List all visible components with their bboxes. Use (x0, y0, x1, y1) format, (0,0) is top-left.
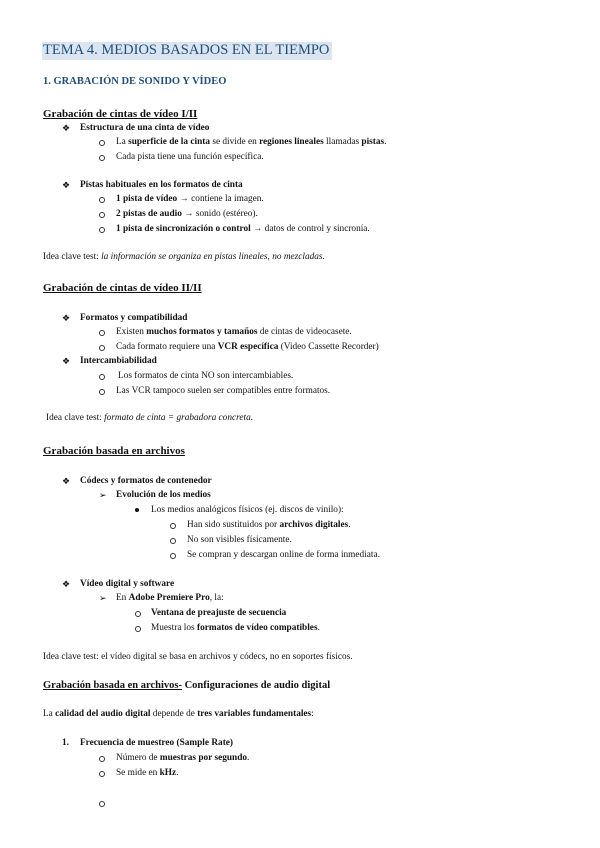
key-idea: Idea clave test: la información se organiza en pistas lineales, no mezcladas. (43, 252, 325, 262)
circle-bullet-icon (99, 330, 105, 336)
subsection-heading: Grabación de cintas de vídeo II/II (43, 282, 202, 294)
section-heading: 1. GRABACIÓN DE SONIDO Y VÍDEO (43, 76, 227, 87)
bullet-text: Estructura de una cinta de vídeo (80, 123, 210, 133)
diamond-bullet-icon: ❖ (62, 313, 71, 323)
circle-bullet-icon (99, 155, 105, 161)
numbered-item: Frecuencia de muestreo (Sample Rate) (80, 738, 234, 748)
list-item: Los formatos de cinta NO son intercambiables. (118, 371, 294, 381)
circle-bullet-icon (99, 771, 105, 777)
list-item: En Adobe Premiere Pro, la: (116, 593, 224, 603)
circle-bullet-icon (99, 801, 105, 807)
circle-bullet-icon (99, 140, 105, 146)
circle-bullet-icon (170, 553, 176, 559)
paragraph: La calidad del audio digital depende de tres variables fundamentales: (43, 709, 314, 719)
circle-bullet-icon (135, 626, 141, 632)
diamond-bullet-icon: ❖ (62, 579, 71, 589)
subsection-heading: Grabación basada en archivos (43, 445, 185, 457)
circle-bullet-icon (170, 538, 176, 544)
list-item: Cada formato requiere una VCR específica (Video Cassette Recorder) (116, 342, 379, 352)
list-item: Cada pista tiene una función específica. (116, 152, 264, 162)
diamond-bullet-icon: ❖ (62, 476, 71, 486)
list-item: Las VCR tampoco suelen ser compatibles entre formatos. (116, 386, 331, 396)
list-item: 1 pista de sincronización o control → datos de control y sincronía. (116, 224, 370, 234)
dot-bullet-icon (135, 508, 139, 512)
list-item: Se compran y descargan online de forma inmediata. (187, 550, 380, 560)
subsection-heading: Grabación de cintas de vídeo I/II (43, 108, 198, 120)
diamond-bullet-icon: ❖ (62, 356, 71, 366)
bullet-text: Pistas habituales en los formatos de cinta (80, 180, 243, 190)
bullet-text: Códecs y formatos de contenedor (80, 476, 212, 486)
list-item: Los medios analógicos físicos (ej. discos de vinilo): (151, 505, 344, 515)
list-item: 1 pista de vídeo → contiene la imagen. (116, 194, 264, 204)
list-item: No son visibles físicamente. (187, 535, 292, 545)
list-item: Existen muchos formatos y tamaños de cintas de videocasete. (116, 327, 352, 337)
bullet-text: Intercambiabilidad (80, 356, 157, 366)
diamond-bullet-icon: ❖ (62, 180, 71, 190)
list-item: 2 pistas de audio → sonido (estéreo). (116, 209, 258, 219)
diamond-bullet-icon: ❖ (62, 123, 71, 133)
bullet-text: Evolución de los medios (116, 490, 211, 500)
circle-bullet-icon (99, 374, 105, 380)
circle-bullet-icon (99, 756, 105, 762)
list-item: Se mide en kHz. (116, 768, 179, 778)
circle-bullet-icon (99, 345, 105, 351)
list-item: Muestra los formatos de vídeo compatibles. (151, 623, 320, 633)
circle-bullet-icon (99, 212, 105, 218)
list-number: 1. (62, 738, 69, 748)
list-item: Número de muestras por segundo. (116, 753, 250, 763)
key-idea: Idea clave test: el vídeo digital se basa en archivos y códecs, no en soportes físicos. (43, 652, 353, 662)
arrowhead-bullet-icon: ➢ (99, 593, 107, 603)
bullet-text: Vídeo digital y software (80, 579, 175, 589)
circle-bullet-icon (170, 523, 176, 529)
list-item: Han sido sustituidos por archivos digitales. (187, 520, 351, 530)
subsection-heading: Grabación basada en archivos- Configuraciones de audio digital (43, 680, 331, 691)
bullet-text: Formatos y compatibilidad (80, 313, 188, 323)
circle-bullet-icon (99, 197, 105, 203)
circle-bullet-icon (99, 227, 105, 233)
key-idea: Idea clave test: formato de cinta = grabadora concreta. (46, 413, 254, 423)
page-title: TEMA 4. MEDIOS BASADOS EN EL TIEMPO (42, 42, 332, 60)
circle-bullet-icon (99, 389, 105, 395)
arrowhead-bullet-icon: ➢ (99, 490, 107, 500)
list-item: Ventana de preajuste de secuencia (151, 608, 287, 618)
circle-bullet-icon (135, 611, 141, 617)
list-item: La superficie de la cinta se divide en regiones lineales llamadas pistas. (116, 137, 387, 147)
